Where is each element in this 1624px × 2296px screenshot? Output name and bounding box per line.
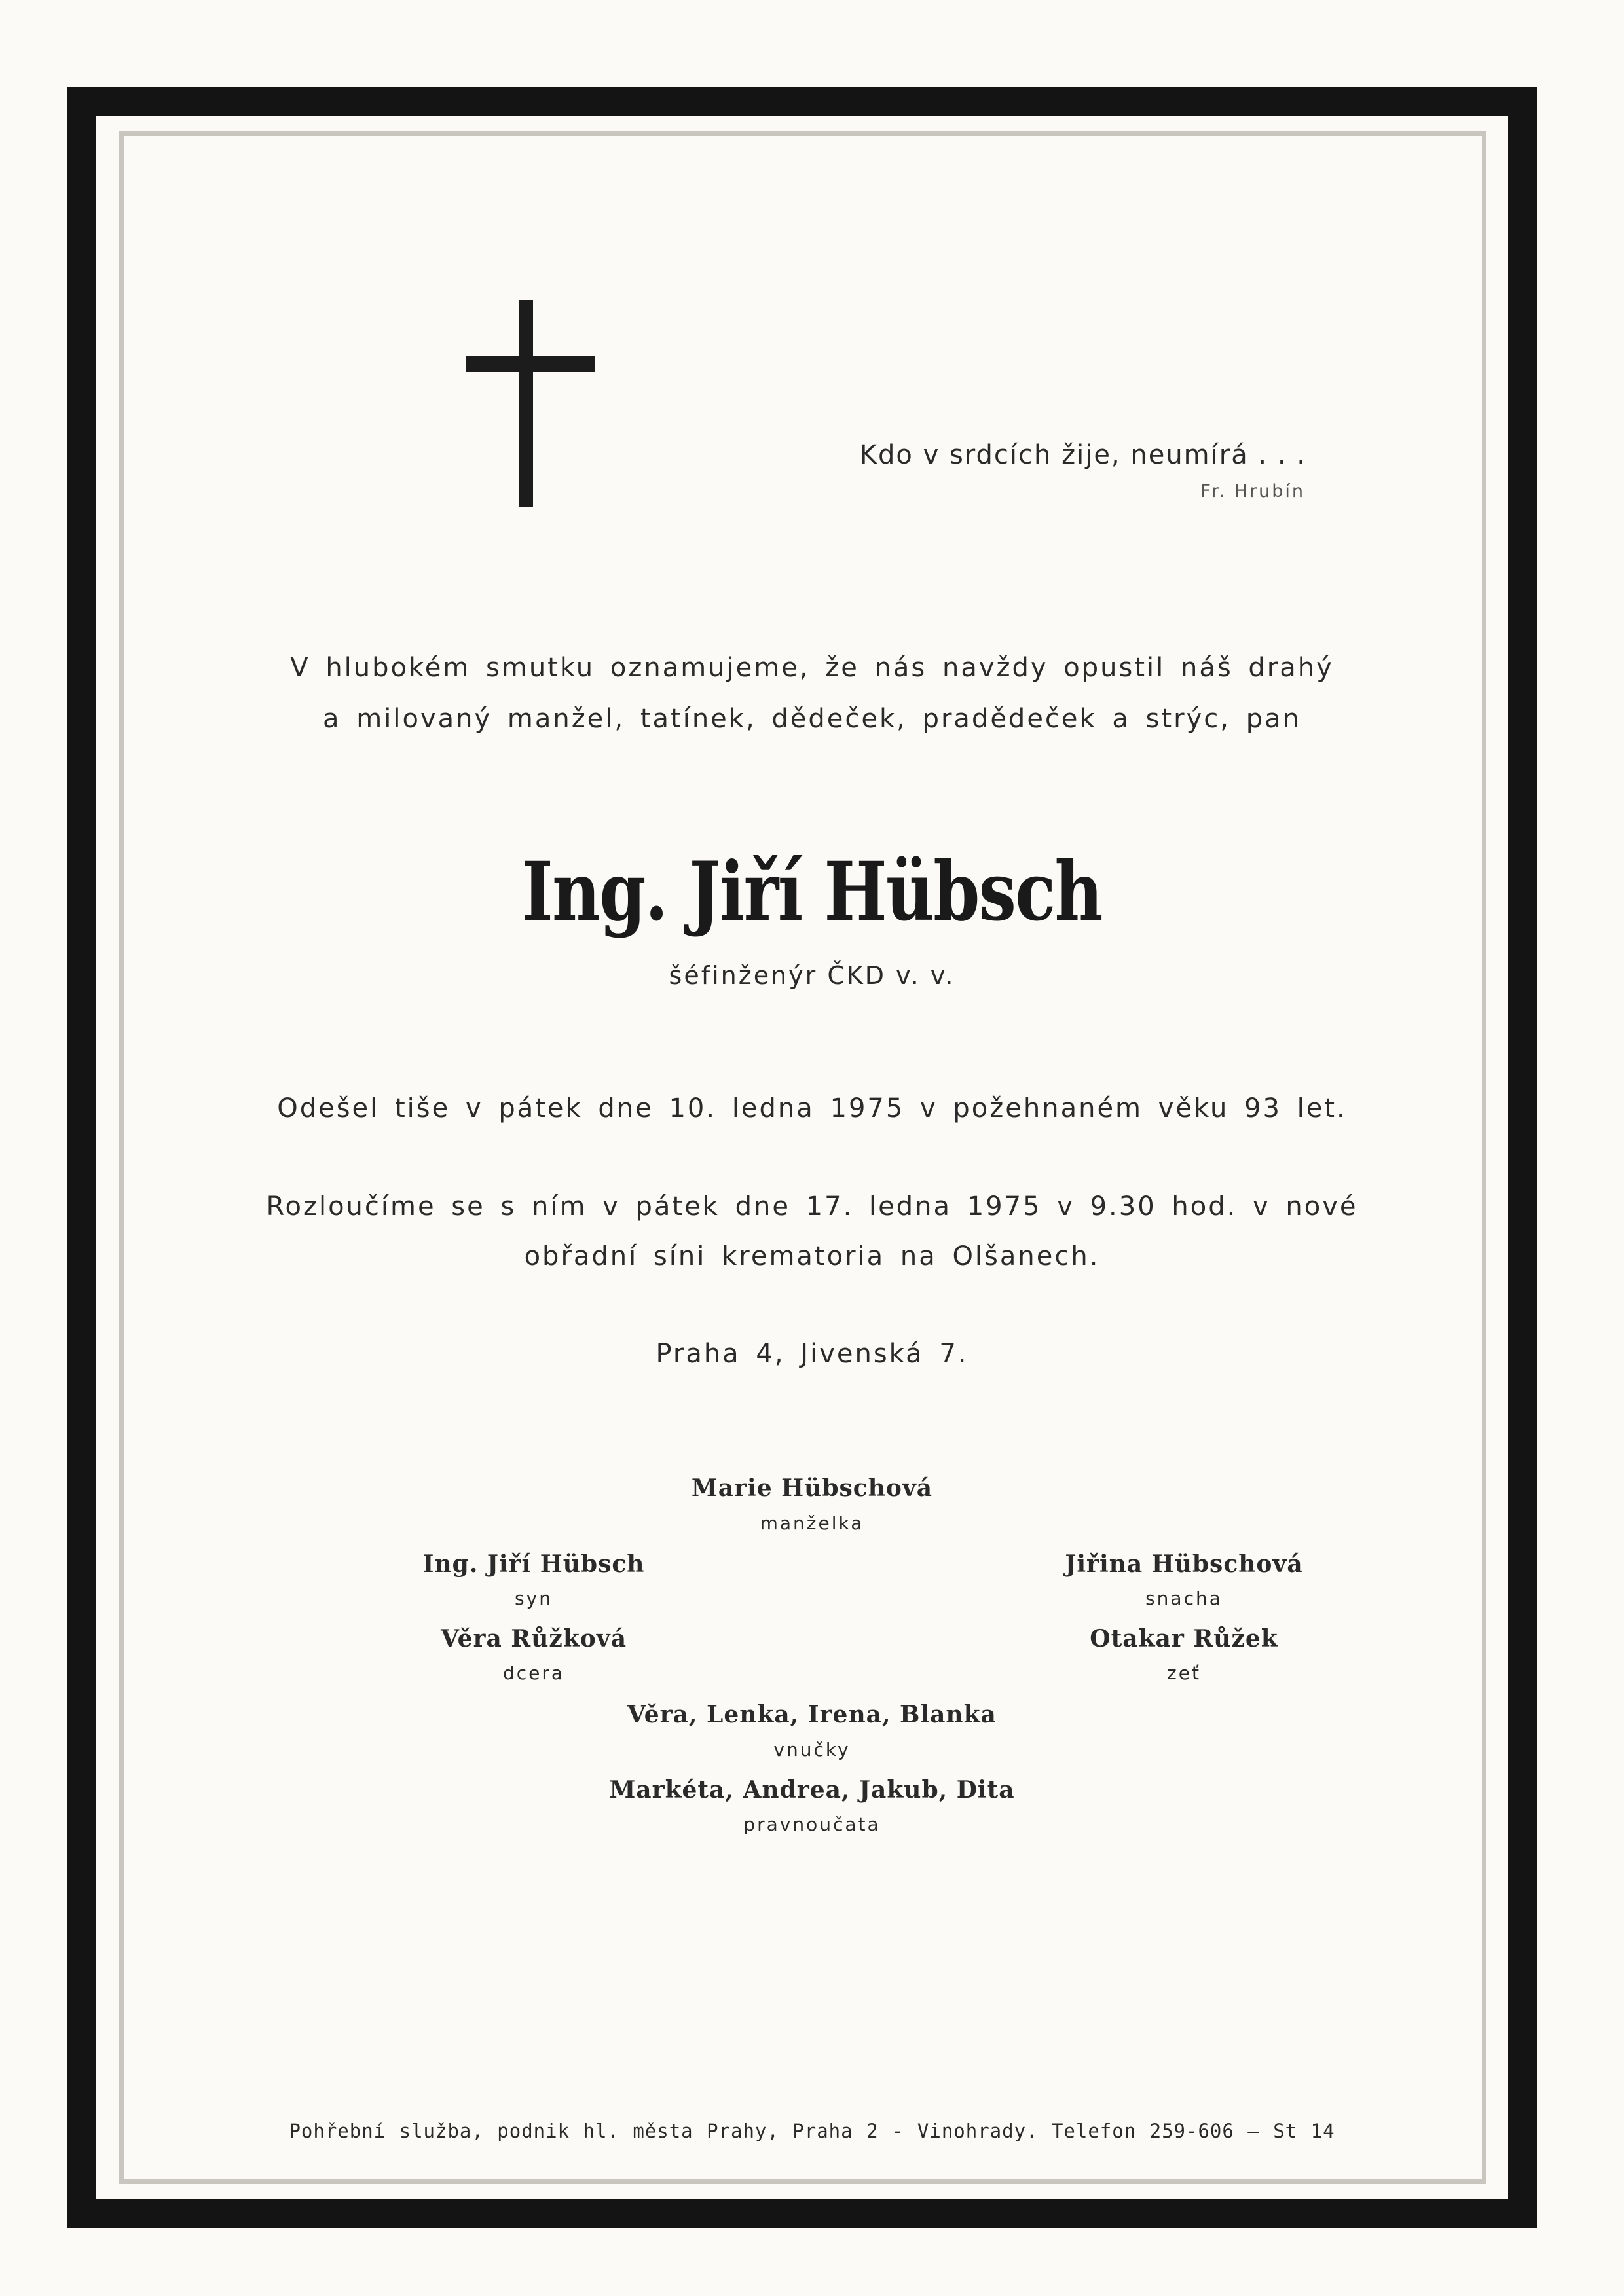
death-notice: Odešel tiše v pátek dne 10. ledna 1975 v požehnaném věku 93 let. [277,1093,1347,1123]
deceased-name: Ing. Jiří Hübsch [522,845,1102,939]
mourner-son-in-law-name: Otakar Růžek [1090,1625,1278,1652]
ceremony-line-2: obřadní síni krematoria na Olšanech. [524,1241,1100,1271]
mourner-granddaughters-relation: vnučky [773,1739,851,1760]
mourner-granddaughters-name: Věra, Lenka, Irena, Blanka [627,1701,997,1728]
mourner-wife-relation: manželka [760,1512,864,1534]
mourner-son-relation: syn [515,1588,553,1609]
mourner-daughter-relation: dcera [502,1662,565,1684]
motto-author: Fr. Hrubín [1200,481,1305,501]
motto-quote: Kdo v srdcích žije, neumírá . . . [859,440,1306,470]
announcement-line-2: a milovaný manžel, tatínek, dědeček, pradědeček a strýc, pan [323,704,1301,734]
inner-border [119,131,1486,2184]
ceremony-line-1: Rozloučíme se s ním v pátek dne 17. ledna 1975 v 9.30 hod. v nové [266,1192,1358,1222]
footer-funeral-service: Pohřební služba, podnik hl. města Prahy, Praha 2 - Vinohrady. Telefon 259-606 — St 14 [289,2120,1335,2142]
mourner-daughter-in-law-name: Jiřina Hübschová [1065,1550,1303,1578]
address: Praha 4, Jivenská 7. [655,1339,969,1369]
cross-icon [466,300,595,507]
mourner-great-grandchildren-name: Markéta, Andrea, Jakub, Dita [609,1776,1015,1804]
mourner-son-name: Ing. Jiří Hübsch [422,1550,645,1578]
deceased-title: šéfinženýr ČKD v. v. [669,961,955,990]
mourner-son-in-law-relation: zeť [1167,1662,1201,1684]
mourner-daughter-in-law-relation: snacha [1145,1588,1223,1609]
announcement-line-1: V hlubokém smutku oznamujeme, že nás navždy opustil náš drahý [290,653,1334,683]
mourner-wife-name: Marie Hübschová [691,1474,933,1502]
mourner-daughter-name: Věra Růžková [440,1625,627,1652]
mourner-great-grandchildren-relation: pravnoučata [743,1813,881,1835]
